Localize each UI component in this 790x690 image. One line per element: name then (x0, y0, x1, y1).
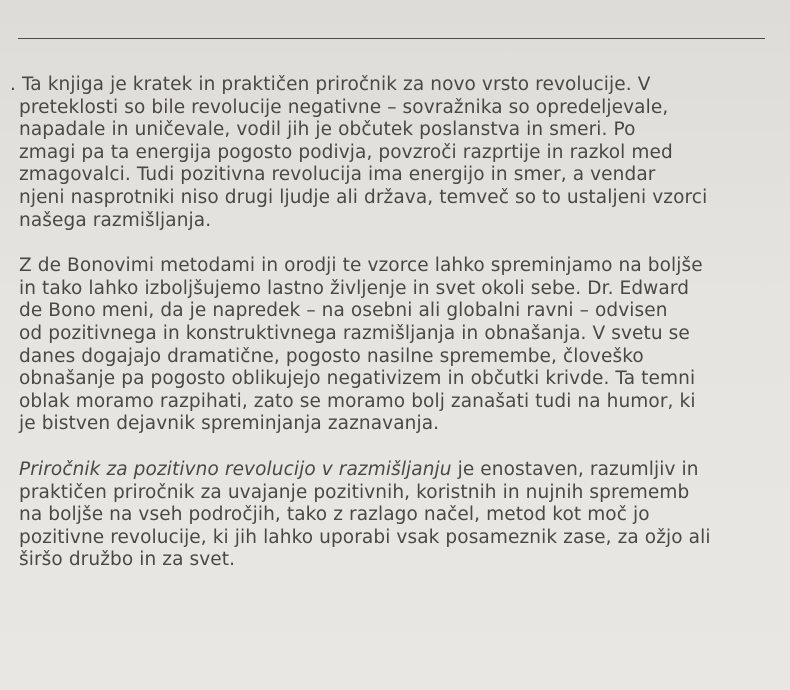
paragraph-methods: Z de Bonovimi metodami in orodji te vzorce lahko spreminjamo na boljše in tako lahko izboljšujemo lastno življenje in svet okoli sebe. Dr. Edward de Bono meni, da je napredek – na osebni ali globalni ravni – odvisen od pozitivnega in konstruktivnega razmišljanja in obnašanja. V svetu se danes dogajajo dramatične, pogosto nasilne spremembe, človeško obnašanje pa pogosto oblikujejo negativizem in občutki krivde. Ta temni oblak moramo razpihati, zato se moramo bolj zanašati tudi na humor, ki je bistven dejavnik spreminjanja zaznavanja. (19, 255, 703, 435)
book-title-italic: Priročnik za pozitivno revolucijo v razmišljanju (19, 458, 452, 480)
top-horizontal-rule (18, 38, 765, 39)
text-body (10, 74, 780, 572)
paragraph-intro: . Ta knjiga je kratek in praktičen priročnik za novo vrsto revolucije. V preteklosti so bile revolucije negativne – sovražnika so opredeljevale, napadale in uničevale, vodil jih je občutek poslanstva in smeri. Po zmagi pa ta energija pogosto podivja, povzroči razprtije in razkol med zmagovalci. Tudi pozitivna revolucija ima energijo in smer, a vendar njeni nasprotniki niso drugi ljudje ali država, temveč so to ustaljeni vzorci našega razmišljanja. (10, 74, 708, 231)
paragraph-book-summary (10, 459, 780, 572)
book-summary-text: je enostaven, razumljiv in praktičen priročnik za uvajanje pozitivnih, koristnih in nujnih sprememb na boljše na vseh področjih, tako z razlago načel, metod kot moč jo pozitivne revolucije, ki jih lahko uporabi vsak posameznik zase, za ožjo ali širšo družbo in za svet. (19, 458, 711, 571)
